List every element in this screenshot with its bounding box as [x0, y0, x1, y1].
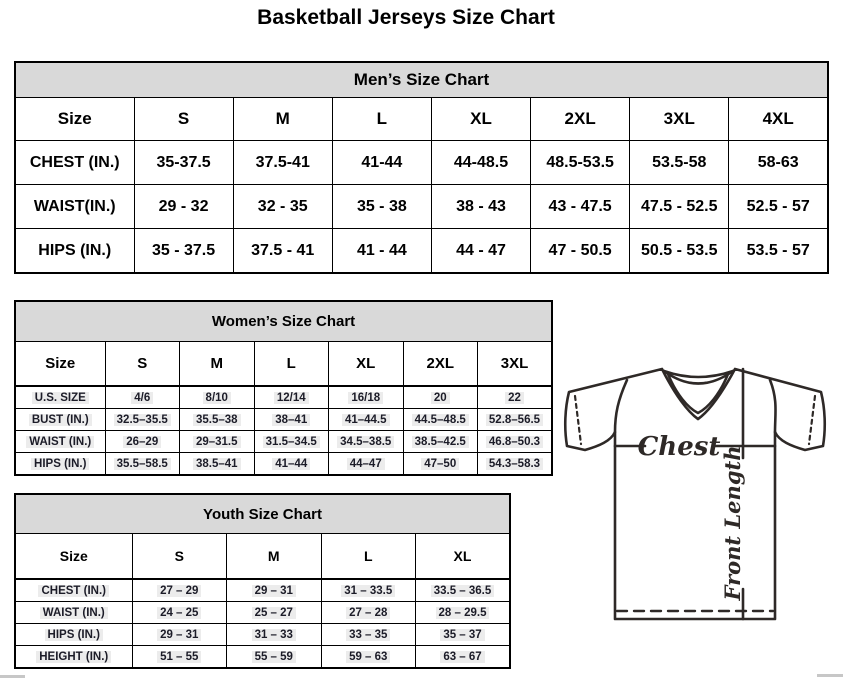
table-cell [227, 579, 322, 602]
column-header: 2XL [531, 98, 630, 141]
table-cell [630, 141, 729, 185]
cell-text: 52.8–56.5 [486, 414, 543, 426]
cell-text: 25 – 27 [252, 607, 296, 619]
cell-text: U.S. SIZE [32, 392, 89, 404]
table-cell [630, 185, 729, 229]
cell-text: 48.5-53.5 [546, 153, 614, 171]
table-cell [431, 141, 530, 185]
table-cell [329, 453, 404, 476]
table-cell [254, 431, 329, 453]
cell-text: HEIGHT (IN.) [36, 651, 111, 663]
table-cell [233, 141, 332, 185]
table-cell [134, 185, 233, 229]
table-cell [416, 646, 511, 669]
column-header: M [227, 534, 322, 580]
table-cell [105, 386, 180, 409]
cell-text: 4/6 [131, 392, 153, 404]
cell-text: 35 – 37 [440, 629, 484, 641]
table-cell [403, 386, 478, 409]
cell-text: 31 – 33.5 [341, 585, 395, 597]
column-header: S [105, 342, 180, 387]
page-title: Basketball Jerseys Size Chart [257, 6, 555, 29]
row-label [15, 646, 132, 669]
cell-text: 53.5 - 57 [746, 241, 810, 259]
row-label [15, 624, 132, 646]
table-cell [329, 431, 404, 453]
table-cell [478, 431, 553, 453]
cell-text: 32.5–35.5 [114, 414, 171, 426]
cell-text: 63 – 67 [440, 651, 484, 663]
cell-text: 24 – 25 [157, 607, 201, 619]
table-cell [105, 431, 180, 453]
table-cell [729, 141, 828, 185]
cell-text: 41 - 44 [356, 241, 407, 259]
mens-size-table [14, 61, 829, 274]
table-cell [531, 185, 630, 229]
table-cell [180, 409, 255, 431]
table-cell [132, 646, 227, 669]
cell-text: 43 - 47.5 [548, 197, 612, 215]
cell-text: 16/18 [348, 392, 383, 404]
front-length-label: Front Length [720, 445, 745, 601]
cell-text: 27 – 29 [157, 585, 201, 597]
row-label [15, 453, 105, 476]
table-title: Men’s Size Chart [15, 62, 828, 98]
table-cell [729, 185, 828, 229]
cell-text: 51 – 55 [157, 651, 201, 663]
table-cell [105, 453, 180, 476]
column-header: L [254, 342, 329, 387]
table-cell [180, 386, 255, 409]
column-header: L [321, 534, 416, 580]
cell-text: 58-63 [757, 153, 799, 171]
table-cell [321, 579, 416, 602]
cell-text: 31 – 33 [252, 629, 296, 641]
cell-text: 35.5–58.5 [114, 458, 171, 470]
cell-text: 32 - 35 [257, 197, 308, 215]
table-cell [332, 229, 431, 274]
cell-text: BUST (IN.) [29, 414, 92, 426]
table-title: Youth Size Chart [15, 494, 510, 534]
cell-text: 41–44.5 [342, 414, 390, 426]
cell-text: 8/10 [203, 392, 231, 404]
table-cell [321, 624, 416, 646]
cell-text: 22 [505, 392, 524, 404]
column-header: 3XL [478, 342, 553, 387]
table-cell [416, 624, 511, 646]
cell-text: 37.5-41 [255, 153, 310, 171]
table-cell [180, 453, 255, 476]
row-label [15, 431, 105, 453]
cell-text: 46.8–50.3 [486, 436, 543, 448]
cell-text: 53.5-58 [652, 153, 707, 171]
cell-text: 31.5–34.5 [263, 436, 320, 448]
row-label [15, 141, 134, 185]
table-cell [227, 646, 322, 669]
youth-size-table [14, 493, 511, 669]
cell-text: 29 – 31 [252, 585, 296, 597]
jersey-measurement-diagram [561, 362, 837, 628]
cell-text: 41–44 [272, 458, 310, 470]
table-cell [332, 185, 431, 229]
table-cell [132, 624, 227, 646]
table-cell [332, 141, 431, 185]
row-label [15, 409, 105, 431]
table-cell [321, 602, 416, 624]
cell-text: 52.5 - 57 [746, 197, 810, 215]
cell-text: 26–29 [123, 436, 161, 448]
row-label [15, 185, 134, 229]
womens-size-table [14, 300, 553, 476]
cell-text: 38 - 43 [456, 197, 506, 215]
row-label [15, 386, 105, 409]
cell-text: 35 - 38 [356, 197, 407, 215]
cell-text: HIPS (IN.) [31, 458, 89, 470]
cell-text: HIPS (IN.) [38, 241, 112, 259]
table-cell [134, 229, 233, 274]
cell-text: 44-48.5 [453, 153, 509, 171]
scrollbar-fragment-left [0, 675, 25, 678]
column-header: XL [329, 342, 404, 387]
table-cell [329, 386, 404, 409]
column-header: 3XL [630, 98, 729, 141]
cell-text: 34.5–38.5 [337, 436, 394, 448]
cell-text: 29 - 32 [158, 197, 209, 215]
table-cell [321, 646, 416, 669]
cell-text: 41-44 [361, 153, 403, 171]
cell-text: 47–50 [421, 458, 459, 470]
cell-text: 35 - 37.5 [151, 241, 216, 259]
scrollbar-fragment-right [817, 674, 843, 677]
column-header: M [180, 342, 255, 387]
column-header: L [332, 98, 431, 141]
table-cell [403, 409, 478, 431]
table-cell [416, 579, 511, 602]
cell-text: 50.5 - 53.5 [641, 241, 718, 259]
table-title: Women’s Size Chart [15, 301, 552, 342]
cell-text: 47 - 50.5 [548, 241, 612, 259]
cell-text: 27 – 28 [346, 607, 390, 619]
cell-text: 35.5–38 [193, 414, 241, 426]
table-cell [630, 229, 729, 274]
table-cell [134, 141, 233, 185]
table-cell [329, 409, 404, 431]
cell-text: HIPS (IN.) [45, 629, 103, 641]
row-label [15, 602, 132, 624]
column-header: Size [15, 98, 134, 141]
table-cell [531, 229, 630, 274]
table-cell [233, 229, 332, 274]
cell-text: WAIST (IN.) [26, 436, 94, 448]
table-cell [729, 229, 828, 274]
cell-text: CHEST (IN.) [29, 153, 120, 171]
cell-text: 37.5 - 41 [251, 241, 315, 259]
table-cell [132, 602, 227, 624]
column-header: S [132, 534, 227, 580]
cell-text: 44.5–48.5 [412, 414, 469, 426]
cell-text: 29 – 31 [157, 629, 201, 641]
cell-text: 44–47 [347, 458, 385, 470]
jersey-diagram-svg [561, 362, 837, 628]
table-cell [478, 409, 553, 431]
cell-text: 38.5–42.5 [412, 436, 469, 448]
cell-text: 33.5 – 36.5 [431, 585, 495, 597]
cell-text: 38.5–41 [193, 458, 241, 470]
cell-text: 12/14 [274, 392, 309, 404]
table-cell [416, 602, 511, 624]
cell-text: 20 [431, 392, 450, 404]
table-cell [105, 409, 180, 431]
column-header: 2XL [403, 342, 478, 387]
table-cell [403, 453, 478, 476]
column-header: S [134, 98, 233, 141]
cell-text: 29–31.5 [193, 436, 241, 448]
table-cell [478, 386, 553, 409]
table-cell [478, 453, 553, 476]
cell-text: 44 - 47 [456, 241, 506, 259]
jersey-outline [565, 369, 824, 619]
cell-text: 38–41 [272, 414, 310, 426]
cell-text: WAIST(IN.) [33, 197, 116, 215]
chest-label: Chest [637, 432, 721, 462]
cell-text: 47.5 - 52.5 [641, 197, 718, 215]
row-label [15, 229, 134, 274]
table-cell [254, 386, 329, 409]
cell-text: 33 – 35 [346, 629, 390, 641]
cell-text: CHEST (IN.) [38, 585, 109, 597]
row-label [15, 579, 132, 602]
cell-text: 59 – 63 [346, 651, 390, 663]
column-header: M [233, 98, 332, 141]
column-header: 4XL [729, 98, 828, 141]
table-cell [403, 431, 478, 453]
table-cell [431, 185, 530, 229]
column-header: Size [15, 534, 132, 580]
cell-text: 54.3–58.3 [486, 458, 543, 470]
cell-text: 35-37.5 [156, 153, 211, 171]
table-cell [254, 453, 329, 476]
cell-text: 28 – 29.5 [436, 607, 490, 619]
table-cell [180, 431, 255, 453]
table-cell [132, 579, 227, 602]
table-cell [233, 185, 332, 229]
cell-text: 55 – 59 [252, 651, 296, 663]
column-header: XL [431, 98, 530, 141]
column-header: Size [15, 342, 105, 387]
table-cell [227, 602, 322, 624]
table-cell [227, 624, 322, 646]
column-header: XL [416, 534, 511, 580]
table-cell [254, 409, 329, 431]
cell-text: WAIST (IN.) [40, 607, 108, 619]
table-cell [531, 141, 630, 185]
table-cell [431, 229, 530, 274]
